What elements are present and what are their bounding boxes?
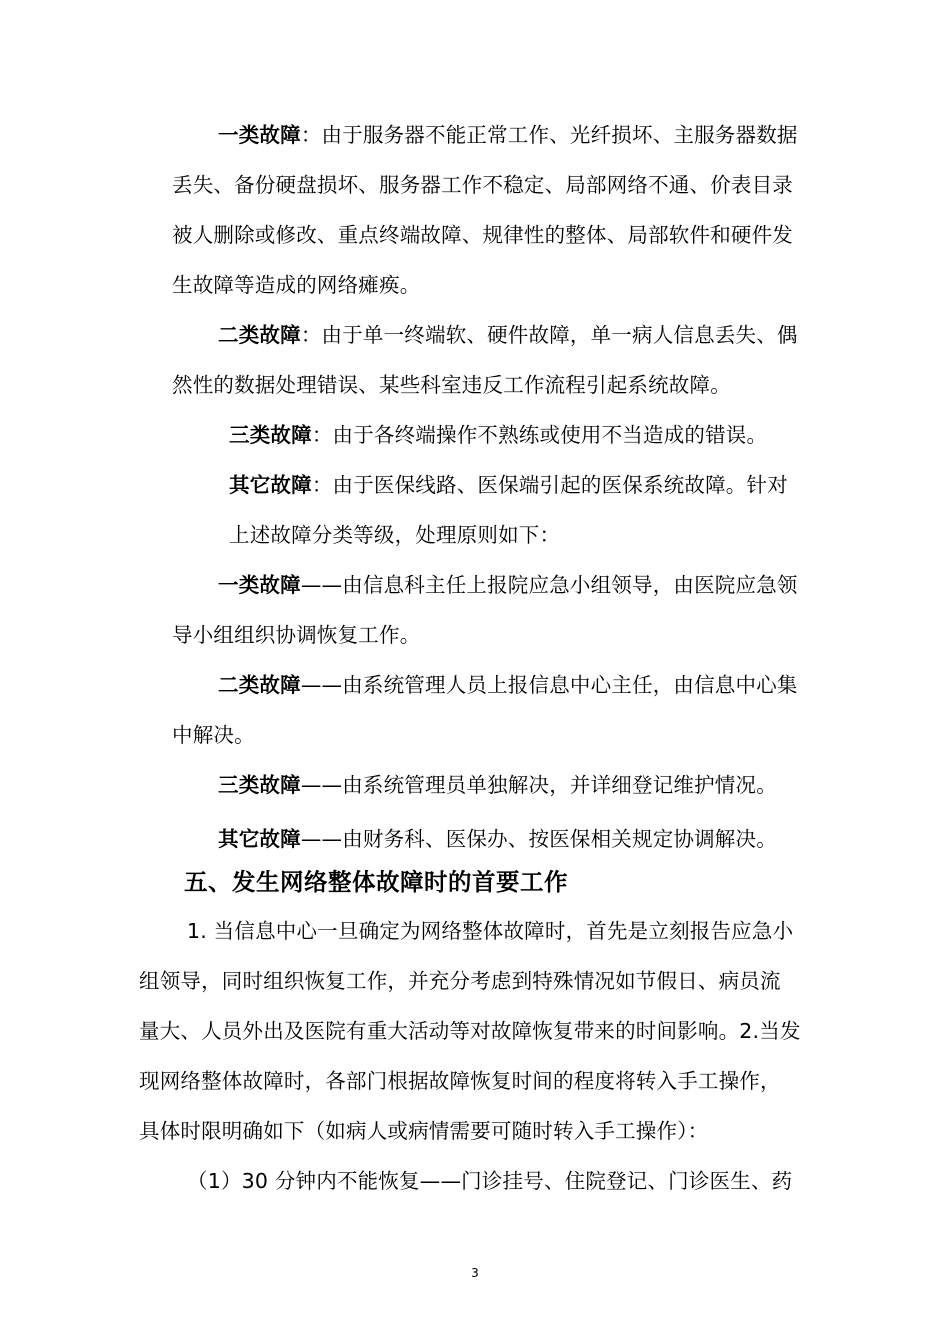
bold-lead: 一类故障: [218, 123, 301, 147]
text-line: [229, 521, 560, 549]
line-text: 上述故障分类等级，处理原则如下：: [229, 523, 561, 547]
text-line: [139, 967, 781, 995]
bold-lead: 一类故障: [218, 573, 301, 597]
line-text: ——由系统管理员单独解决，并详细登记维护情况。: [300, 773, 777, 797]
bold-lead: 其它故障: [218, 827, 301, 851]
line-text: 导小组组织协调恢复工作。: [172, 623, 421, 647]
text-line: [187, 917, 793, 945]
text-line: [172, 721, 255, 749]
line-text: 量大、人员外出及医院有重大活动等对故障恢复带来的时间影响。2.当发: [139, 1019, 801, 1043]
line-text: ：由于各终端操作不熟练或使用不当造成的错误。: [311, 423, 768, 447]
bold-lead: 其它故障: [229, 473, 312, 497]
line-text: 丢失、备份硬盘损坏、服务器工作不稳定、局部网络不通、价表目录: [172, 173, 793, 197]
line-text: 生故障等造成的网络瘫痪。: [172, 273, 421, 297]
text-line: [218, 771, 777, 799]
text-line: [218, 671, 798, 699]
line-text: ——由信息科主任上报院应急小组领导，由医院应急领: [300, 573, 798, 597]
line-text: ：由于服务器不能正常工作、光纤损坏、主服务器数据: [300, 123, 798, 147]
text-line: [229, 471, 788, 499]
line-text: 然性的数据处理错误、某些科室违反工作流程引起系统故障。: [172, 373, 731, 397]
line-text: 1. 当信息中心一旦确定为网络整体故障时，首先是立刻报告应急小: [187, 919, 794, 943]
text-line: [172, 171, 793, 199]
page-number: 3: [471, 1266, 479, 1280]
bold-lead: 二类故障: [218, 673, 301, 697]
line-text: ：由于医保线路、医保端引起的医保系统故障。针对: [311, 473, 788, 497]
text-line: [172, 221, 793, 249]
section-heading: 五、发生网络整体故障时的首要工作: [184, 868, 568, 896]
text-line: [172, 371, 731, 399]
text-line: [172, 271, 420, 299]
text-line: [218, 571, 798, 599]
text-line: [139, 1067, 781, 1095]
text-line: [187, 1167, 792, 1195]
text-line: [218, 121, 798, 149]
line-text: 组领导，同时组织恢复工作，并充分考虑到特殊情况如节假日、病员流: [139, 969, 781, 993]
text-line: [172, 621, 420, 649]
line-text: 被人删除或修改、重点终端故障、规律性的整体、局部软件和硬件发: [172, 223, 793, 247]
line-text: ：由于单一终端软、硬件故障，单一病人信息丢失、偶: [300, 323, 798, 347]
bold-lead: 三类故障: [218, 773, 301, 797]
line-text: （1）30 分钟内不能恢复——门诊挂号、住院登记、门诊医生、药: [187, 1169, 793, 1193]
line-text: ——由财务科、医保办、按医保相关规定协调解决。: [300, 827, 777, 851]
text-line: [139, 1017, 801, 1045]
line-text: 具体时限明确如下（如病人或病情需要可随时转入手工操作）：: [139, 1119, 709, 1143]
text-line: [229, 421, 767, 449]
bold-lead: 三类故障: [229, 423, 312, 447]
text-line: [139, 1117, 708, 1145]
text-line: [218, 321, 798, 349]
bold-lead: 二类故障: [218, 323, 301, 347]
line-text: ——由系统管理人员上报信息中心主任，由信息中心集: [300, 673, 798, 697]
line-text: 现网络整体故障时，各部门根据故障恢复时间的程度将转入手工操作，: [139, 1069, 781, 1093]
line-text: 中解决。: [172, 723, 255, 747]
text-line: [218, 825, 777, 853]
